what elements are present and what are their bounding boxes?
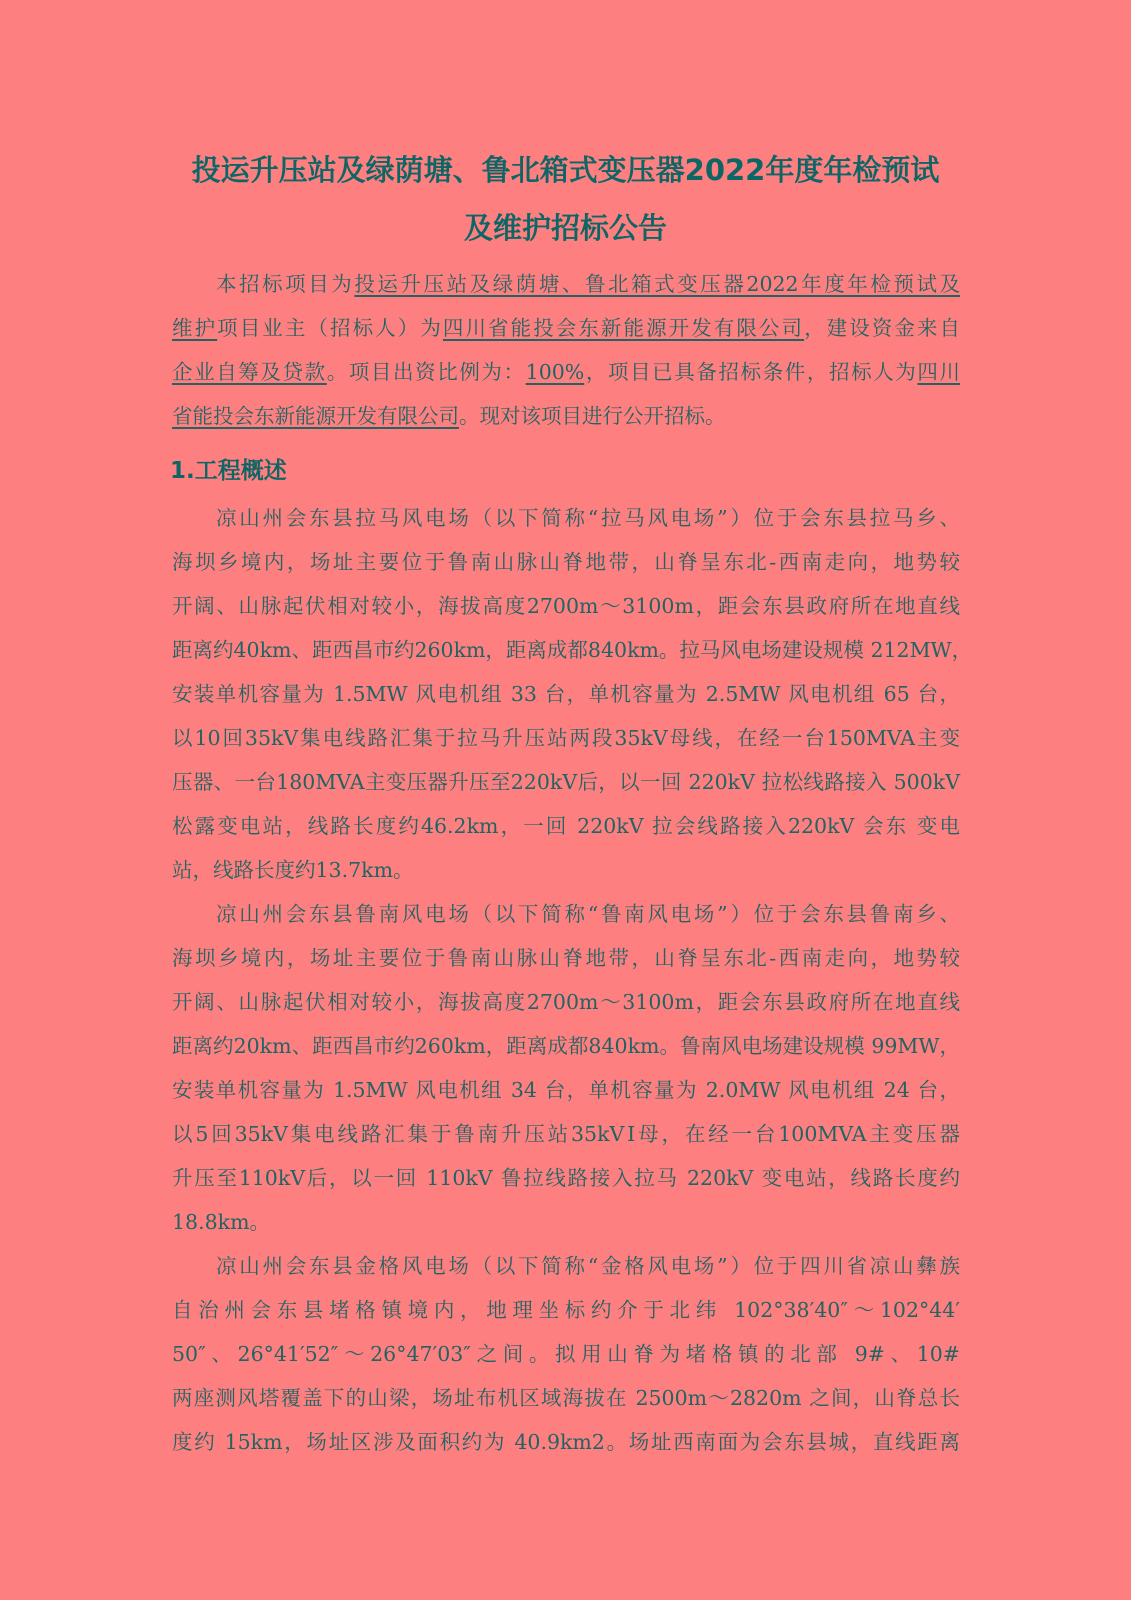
intro-line-1 bbox=[216, 272, 960, 296]
intro-line-4 bbox=[172, 404, 960, 428]
intro-text: 。项目出资比例为： bbox=[326, 360, 526, 384]
funding-ratio: 100% bbox=[525, 360, 585, 384]
p2-line: 18.8km。 bbox=[172, 1210, 271, 1234]
p2-line: 凉山州会东县鲁南风电场（以下简称“鲁南风电场”）位于会东县鲁南乡、 bbox=[216, 902, 960, 926]
p2-line: 安装单机容量为 1.5MW 风电机组 34 台，单机容量为 2.0MW 风电机组 24 台， bbox=[172, 1078, 960, 1102]
document-title-line-1: 投运升压站及绿荫塘、鲁北箱式变压器2022年度年检预试 bbox=[191, 153, 940, 187]
p1-line: 凉山州会东县拉马风电场（以下简称“拉马风电场”）位于会东县拉马乡、 bbox=[216, 506, 960, 530]
project-name: 投运升压站及绿荫塘、鲁北箱式变压器2022年度年检预试及 bbox=[354, 272, 961, 296]
p3-line: 50″、26°41′52″～26°47′03″之间。拟用山脊为堵格镇的北部 9#、10# bbox=[172, 1342, 960, 1366]
p1-line: 以10回35kV集电线路汇集于拉马升压站两段35kV母线，在经一台150MVA主变 bbox=[172, 726, 960, 750]
p3-line: 两座测风塔覆盖下的山梁，场址布机区域海拔在 2500m～2820m 之间，山脊总长 bbox=[172, 1386, 960, 1410]
p3-line: 凉山州会东县金格风电场（以下简称“金格风电场”）位于四川省凉山彝族 bbox=[216, 1254, 960, 1278]
intro-line-2 bbox=[172, 316, 960, 340]
intro-text: ，建设资金来自 bbox=[804, 316, 961, 340]
p1-line: 距离约40km、距西昌市约260km，距离成都840km。拉马风电场建设规模 212MW， bbox=[172, 638, 973, 662]
p2-line: 升压至110kV后，以一回 110kV 鲁拉线路接入拉马 220kV 变电站，线路长度约 bbox=[172, 1166, 960, 1190]
tenderer-name: 四川 bbox=[917, 360, 961, 384]
p1-line: 松露变电站，线路长度约46.2km，一回 220kV 拉会线路接入220kV 会东 变电 bbox=[172, 814, 960, 838]
p1-line: 开阔、山脉起伏相对较小，海拔高度2700m～3100m，距会东县政府所在地直线 bbox=[172, 594, 960, 618]
tenderer-name-cont: 省能投会东新能源开发有限公司 bbox=[172, 404, 459, 428]
p3-line: 自治州会东县堵格镇境内，地理坐标约介于北纬 102°38′40″～102°44′ bbox=[172, 1298, 960, 1322]
intro-text: ，项目已具备招标条件，招标人为 bbox=[584, 360, 918, 384]
p1-line: 站，线路长度约13.7km。 bbox=[172, 858, 414, 882]
p2-line: 以5回35kV集电线路汇集于鲁南升压站35kVⅠ母，在经一台100MVA主变压器 bbox=[172, 1122, 960, 1146]
intro-text: 。现对该项目进行公开招标。 bbox=[459, 404, 726, 428]
p1-line: 压器、一台180MVA主变压器升压至220kV后，以一回 220kV 拉松线路接入 500kV bbox=[172, 770, 960, 794]
section-heading: 1.工程概述 bbox=[170, 458, 287, 484]
p1-line: 海坝乡境内，场址主要位于鲁南山脉山脊地带，山脊呈东北-西南走向，地势较 bbox=[172, 550, 960, 574]
intro-line-3 bbox=[172, 360, 960, 384]
p1-line: 安装单机容量为 1.5MW 风电机组 33 台，单机容量为 2.5MW 风电机组 65 台， bbox=[172, 682, 960, 706]
p3-line: 度约 15km，场址区涉及面积约为 40.9km2。场址西南面为会东县城，直线距离 bbox=[172, 1430, 960, 1454]
p2-line: 开阔、山脉起伏相对较小，海拔高度2700m～3100m，距会东县政府所在地直线 bbox=[172, 990, 960, 1014]
funding-source: 企业自筹及贷款 bbox=[172, 360, 327, 384]
document-title-line-2: 及维护招标公告 bbox=[463, 211, 667, 245]
project-name-cont: 维护 bbox=[172, 316, 218, 340]
intro-text: 本招标项目为 bbox=[216, 272, 355, 296]
intro-text: 项目业主（招标人）为 bbox=[217, 316, 443, 340]
p2-line: 距离约20km、距西昌市约260km，距离成都840km。鲁南风电场建设规模 99MW， bbox=[172, 1034, 960, 1058]
owner-name: 四川省能投会东新能源开发有限公司 bbox=[442, 316, 805, 340]
p2-line: 海坝乡境内，场址主要位于鲁南山脉山脊地带，山脊呈东北-西南走向，地势较 bbox=[172, 946, 960, 970]
